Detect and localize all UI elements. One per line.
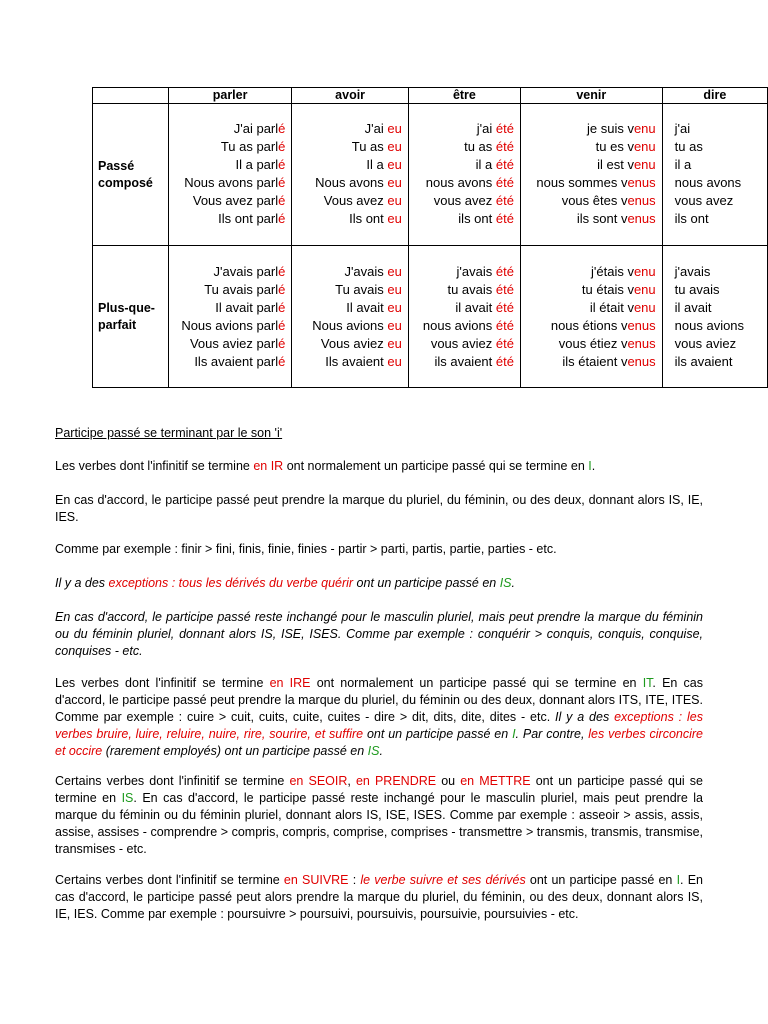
text-run: IT bbox=[642, 676, 653, 690]
conjugation-ending: été bbox=[495, 300, 514, 315]
text-run: ont un participe passé en bbox=[353, 576, 500, 590]
conjugation-stem: Tu as parl bbox=[220, 139, 279, 154]
conjugation-stem: Ils avaient parl bbox=[194, 354, 279, 369]
conjugation-ending: enus bbox=[627, 175, 656, 190]
conjugation-line bbox=[521, 263, 656, 281]
conjugation-line bbox=[292, 281, 401, 299]
conjugation-line bbox=[169, 138, 286, 156]
conjugation-ending: é bbox=[278, 354, 286, 369]
conjugation-stem: Tu avais bbox=[335, 282, 388, 297]
conjugation-cell bbox=[662, 246, 767, 388]
conjugation-line bbox=[169, 335, 286, 353]
text-run: en PRENDRE bbox=[355, 774, 437, 788]
conjugation-ending: été bbox=[495, 175, 514, 190]
conjugation-line bbox=[409, 120, 514, 138]
conjugation-stem: Ils ont bbox=[349, 211, 388, 226]
conjugation-stem: j'avais bbox=[456, 264, 496, 279]
conjugation-ending: é bbox=[278, 264, 286, 279]
conjugation-stem: il a bbox=[475, 157, 496, 172]
conjugation-line bbox=[169, 210, 286, 228]
conjugation-line bbox=[409, 353, 514, 371]
conjugation-stem: j'ai bbox=[674, 121, 691, 136]
conjugation-stem: ils étaient v bbox=[562, 354, 628, 369]
text-run: I bbox=[676, 873, 681, 887]
conjugation-line bbox=[675, 174, 761, 192]
table-header-row bbox=[93, 88, 768, 104]
conjugation-ending: eu bbox=[387, 211, 402, 226]
conjugation-cell bbox=[168, 104, 292, 246]
conjugation-line bbox=[675, 156, 761, 174]
text-run: le verbe suivre et ses dérivés bbox=[360, 873, 526, 887]
conjugation-stem: vous étiez v bbox=[558, 336, 628, 351]
conjugation-ending: été bbox=[495, 336, 514, 351]
conjugation-line bbox=[521, 353, 656, 371]
conjugation-ending: eu bbox=[387, 300, 402, 315]
conjugation-ending: été bbox=[495, 354, 514, 369]
text-run: . En cas d'accord, le participe passé peut prendre la marque du pluriel, du féminin ou des deux, donnant alors ITS, ITE, ITES. Comme par exemple : cuire > cuit, cuits, cuite, cuites - dire > dit, dits, dite, dites - etc. bbox=[55, 676, 704, 724]
conjugation-stem: j'ai bbox=[476, 121, 496, 136]
conjugation-ending: été bbox=[495, 157, 514, 172]
header-cell: avoir bbox=[292, 88, 408, 104]
paragraph bbox=[55, 575, 703, 592]
conjugation-stem: vous avez bbox=[433, 193, 496, 208]
conjugation-ending: é bbox=[278, 139, 286, 154]
conjugation-stem: il avait bbox=[455, 300, 496, 315]
conjugation-ending: eu bbox=[387, 157, 402, 172]
conjugation-line bbox=[292, 263, 401, 281]
conjugation-stem: Il a bbox=[366, 157, 388, 172]
conjugation-line bbox=[409, 174, 514, 192]
conjugation-line bbox=[292, 210, 401, 228]
text-run: IS bbox=[121, 791, 134, 805]
conjugation-line bbox=[292, 156, 401, 174]
conjugation-stem: il est v bbox=[597, 157, 634, 172]
conjugation-cell bbox=[520, 104, 662, 246]
conjugation-line bbox=[292, 299, 401, 317]
text-run: ont un participe passé en bbox=[525, 873, 677, 887]
conjugation-ending: é bbox=[278, 318, 286, 333]
conjugation-line bbox=[292, 335, 401, 353]
conjugation-ending: enus bbox=[627, 193, 656, 208]
text-run: Les verbes dont l'infinitif se termine bbox=[55, 459, 254, 473]
conjugation-line bbox=[675, 263, 761, 281]
text-run: En cas d'accord, le participe passé reste inchangé pour le masculin pluriel, mais peut prendre la marque du féminin ou du féminin pluriel, donnant alors IS, ISE, ISES. Comme par exemple : conquérir > conquis, conquis, conquise, conquises - etc. bbox=[55, 610, 703, 658]
conjugation-line bbox=[169, 192, 286, 210]
conjugation-stem: tu as bbox=[464, 139, 496, 154]
conjugation-ending: été bbox=[495, 318, 514, 333]
conjugation-stem: J'avais parl bbox=[213, 264, 279, 279]
text-run: Il y a des bbox=[555, 710, 615, 724]
conjugation-stem: nous sommes v bbox=[536, 175, 628, 190]
conjugation-line bbox=[292, 138, 401, 156]
conjugation-line bbox=[409, 317, 514, 335]
conjugation-line bbox=[292, 120, 401, 138]
conjugation-stem: je suis v bbox=[586, 121, 634, 136]
paragraph bbox=[55, 458, 703, 475]
conjugation-stem: Nous avons bbox=[315, 175, 388, 190]
conjugation-ending: enus bbox=[627, 354, 656, 369]
conjugation-line bbox=[409, 156, 514, 174]
conjugation-stem: Vous aviez bbox=[320, 336, 388, 351]
conjugation-stem: Vous aviez parl bbox=[189, 336, 279, 351]
conjugation-stem: Nous avions parl bbox=[181, 318, 279, 333]
conjugation-ending: été bbox=[495, 211, 514, 226]
text-run: en IR bbox=[253, 459, 284, 473]
conjugation-cell bbox=[292, 104, 408, 246]
conjugation-line bbox=[292, 353, 401, 371]
conjugation-ending: enu bbox=[633, 121, 656, 136]
header-cell: venir bbox=[520, 88, 662, 104]
paragraph bbox=[55, 773, 703, 858]
conjugation-ending: enu bbox=[633, 300, 656, 315]
conjugation-line bbox=[521, 299, 656, 317]
conjugation-stem: J'ai bbox=[364, 121, 388, 136]
text-run: ont normalement un participe passé qui se termine en bbox=[283, 459, 589, 473]
conjugation-stem: Nous avions bbox=[312, 318, 388, 333]
conjugation-ending: eu bbox=[387, 121, 402, 136]
conjugation-line bbox=[169, 120, 286, 138]
text-run: , bbox=[347, 774, 356, 788]
text-run: I bbox=[588, 459, 592, 473]
conjugation-line bbox=[521, 281, 656, 299]
conjugation-stem: Il a parl bbox=[235, 157, 279, 172]
conjugation-stem: nous étions v bbox=[550, 318, 628, 333]
text-run: les verbes circoncire et occire bbox=[55, 727, 703, 758]
text-run: ont un participe passé qui se termine en bbox=[55, 774, 703, 805]
conjugation-ending: eu bbox=[387, 175, 402, 190]
conjugation-stem: j'étais v bbox=[591, 264, 634, 279]
text-run: . En cas d'accord, le participe passé reste inchangé pour le masculin pluriel, mais peut prendre la marque du féminin ou du féminin pluriel, donnant alors IS, ISE, ISES. Comme par exemple : asseoir > assis, assis, assise, assises - comprendre > compris, compris, comprise, comprises - transmettre > transmis, transmis, transmise, transmises - etc. bbox=[55, 791, 703, 856]
conjugation-line bbox=[409, 210, 514, 228]
conjugation-line bbox=[169, 263, 286, 281]
conjugation-ending: é bbox=[278, 157, 286, 172]
conjugation-line bbox=[409, 335, 514, 353]
conjugation-stem: il avait bbox=[674, 300, 712, 315]
text-run: (rarement employés) ont un participe passé en bbox=[102, 744, 368, 758]
conjugation-line bbox=[169, 174, 286, 192]
conjugation-line bbox=[675, 353, 761, 371]
conjugation-ending: été bbox=[495, 264, 514, 279]
conjugation-line bbox=[675, 317, 761, 335]
conjugation-ending: enus bbox=[627, 336, 656, 351]
conjugation-stem: tu avais bbox=[674, 282, 720, 297]
text-run: Il y a des bbox=[55, 576, 109, 590]
conjugation-line bbox=[521, 192, 656, 210]
text-run: Les verbes dont l'infinitif se termine bbox=[55, 676, 270, 690]
text-run: En cas d'accord, le participe passé peut prendre la marque du pluriel, du féminin, ou des deux, donnant alors IS, IE, IES. bbox=[55, 493, 703, 524]
conjugation-stem: ils avaient bbox=[434, 354, 496, 369]
conjugation-line bbox=[521, 317, 656, 335]
paragraph bbox=[55, 492, 703, 526]
conjugation-stem: Ils ont parl bbox=[218, 211, 279, 226]
conjugation-ending: été bbox=[495, 193, 514, 208]
conjugation-line bbox=[409, 263, 514, 281]
conjugation-stem: Ils avaient bbox=[325, 354, 388, 369]
text-run: exceptions : les verbes bruire, luire, reluire, nuire, rire, sourire, et suffire bbox=[55, 710, 703, 741]
conjugation-ending: enu bbox=[633, 157, 656, 172]
conjugation-stem: j'avais bbox=[674, 264, 711, 279]
conjugation-stem: Il avait parl bbox=[215, 300, 279, 315]
conjugation-stem: vous aviez bbox=[674, 336, 737, 351]
conjugation-line bbox=[169, 299, 286, 317]
conjugation-stem: nous avions bbox=[422, 318, 496, 333]
conjugation-ending: enus bbox=[627, 211, 656, 226]
conjugation-stem: ils sont v bbox=[576, 211, 628, 226]
conjugation-line bbox=[675, 192, 761, 210]
conjugation-ending: eu bbox=[387, 139, 402, 154]
text-run: Certains verbes dont l'infinitif se termine bbox=[55, 873, 284, 887]
conjugation-ending: eu bbox=[387, 193, 402, 208]
conjugation-line bbox=[169, 156, 286, 174]
conjugation-ending: été bbox=[495, 121, 514, 136]
conjugation-line bbox=[409, 281, 514, 299]
text-run: Comme par exemple : finir > fini, finis, finie, finies - partir > parti, partis, partie, parties - etc. bbox=[55, 542, 557, 556]
conjugation-stem: il était v bbox=[589, 300, 634, 315]
conjugation-line bbox=[675, 138, 761, 156]
conjugation-line bbox=[521, 335, 656, 353]
header-cell: parler bbox=[168, 88, 292, 104]
conjugation-cell bbox=[520, 246, 662, 388]
text-run: : bbox=[348, 873, 361, 887]
conjugation-line bbox=[292, 174, 401, 192]
conjugation-cell bbox=[292, 246, 408, 388]
conjugation-ending: eu bbox=[387, 264, 402, 279]
conjugation-line bbox=[675, 281, 761, 299]
conjugation-ending: été bbox=[495, 282, 514, 297]
header-cell: dire bbox=[662, 88, 767, 104]
conjugation-line bbox=[675, 335, 761, 353]
text-run: IS bbox=[499, 576, 512, 590]
conjugation-stem: vous aviez bbox=[430, 336, 496, 351]
conjugation-stem: ils ont bbox=[674, 211, 709, 226]
text-run: en SEOIR bbox=[289, 774, 348, 788]
text-run: ou bbox=[436, 774, 461, 788]
conjugation-line bbox=[675, 210, 761, 228]
conjugation-line bbox=[409, 299, 514, 317]
text-run: en IRE bbox=[269, 676, 311, 690]
paragraph bbox=[55, 872, 703, 923]
conjugation-ending: é bbox=[278, 121, 286, 136]
conjugation-stem: tu as bbox=[674, 139, 703, 154]
conjugation-ending: eu bbox=[387, 354, 402, 369]
text-run: IS bbox=[367, 744, 380, 758]
conjugation-ending: é bbox=[278, 211, 286, 226]
conjugation-line bbox=[292, 192, 401, 210]
table-row bbox=[93, 246, 768, 388]
text-run: en SUIVRE bbox=[283, 873, 349, 887]
conjugation-stem: Tu avais parl bbox=[204, 282, 279, 297]
conjugation-stem: nous avons bbox=[674, 175, 742, 190]
conjugation-ending: é bbox=[278, 282, 286, 297]
conjugation-line bbox=[521, 174, 656, 192]
text-run: . bbox=[511, 576, 515, 590]
table-row bbox=[93, 104, 768, 246]
conjugation-stem: nous avons bbox=[425, 175, 496, 190]
conjugation-stem: J'ai parl bbox=[233, 121, 279, 136]
conjugation-line bbox=[521, 138, 656, 156]
conjugation-line bbox=[675, 120, 761, 138]
row-label: Plus-que-parfait bbox=[93, 246, 169, 388]
conjugation-ending: eu bbox=[387, 336, 402, 351]
text-run: exceptions : tous les dérivés du verbe quérir bbox=[108, 576, 354, 590]
conjugation-table bbox=[92, 87, 768, 388]
conjugation-ending: enu bbox=[633, 264, 656, 279]
conjugation-stem: nous avions bbox=[674, 318, 745, 333]
conjugation-stem: tu es v bbox=[595, 139, 634, 154]
paragraph bbox=[55, 675, 703, 760]
conjugation-stem: vous avez bbox=[674, 193, 734, 208]
conjugation-ending: eu bbox=[387, 282, 402, 297]
conjugation-line bbox=[675, 299, 761, 317]
conjugation-stem: ils avaient bbox=[674, 354, 733, 369]
text-run: . bbox=[379, 744, 383, 758]
conjugation-stem: tu avais bbox=[447, 282, 496, 297]
conjugation-line bbox=[169, 281, 286, 299]
text-run: ont normalement un participe passé qui se termine en bbox=[310, 676, 643, 690]
conjugation-line bbox=[521, 120, 656, 138]
conjugation-line bbox=[521, 156, 656, 174]
text-run: I bbox=[512, 727, 516, 741]
conjugation-ending: enu bbox=[633, 282, 656, 297]
row-label: Passé composé bbox=[93, 104, 169, 246]
section-heading: Participe passé se terminant par le son 'i' bbox=[55, 426, 283, 440]
conjugation-stem: ils ont bbox=[458, 211, 496, 226]
conjugation-stem: vous êtes v bbox=[561, 193, 628, 208]
text-run: . bbox=[591, 459, 596, 473]
header-cell: être bbox=[408, 88, 520, 104]
text-run: en METTRE bbox=[460, 774, 531, 788]
conjugation-stem: il a bbox=[674, 157, 692, 172]
conjugation-ending: enus bbox=[627, 318, 656, 333]
conjugation-stem: Vous avez bbox=[323, 193, 388, 208]
conjugation-ending: é bbox=[278, 300, 286, 315]
conjugation-cell bbox=[662, 104, 767, 246]
conjugation-stem: Tu as bbox=[351, 139, 388, 154]
conjugation-line bbox=[409, 138, 514, 156]
text-run: . Par contre, bbox=[515, 727, 589, 741]
conjugation-cell bbox=[168, 246, 292, 388]
conjugation-line bbox=[521, 210, 656, 228]
conjugation-line bbox=[292, 317, 401, 335]
conjugation-stem: Vous avez parl bbox=[192, 193, 279, 208]
header-cell bbox=[93, 88, 169, 104]
conjugation-stem: Il avait bbox=[346, 300, 388, 315]
conjugation-ending: é bbox=[278, 175, 286, 190]
text-run: Certains verbes dont l'infinitif se termine bbox=[55, 774, 290, 788]
text-run: . En cas d'accord, le participe passé peut alors prendre la marque du pluriel, du féminin, ou des deux, donnant alors IS, IE, IES. Comme par exemple : poursuivre > poursuivi, poursuivis, poursuivie, poursuivies - etc. bbox=[55, 873, 703, 921]
conjugation-stem: tu étais v bbox=[581, 282, 634, 297]
conjugation-line bbox=[169, 353, 286, 371]
conjugation-cell bbox=[408, 104, 520, 246]
conjugation-ending: enu bbox=[633, 139, 656, 154]
paragraph bbox=[55, 541, 703, 558]
conjugation-cell bbox=[408, 246, 520, 388]
conjugation-stem: J'avais bbox=[344, 264, 388, 279]
conjugation-line bbox=[409, 192, 514, 210]
conjugation-ending: é bbox=[278, 193, 286, 208]
paragraph bbox=[55, 609, 703, 660]
conjugation-ending: eu bbox=[387, 318, 402, 333]
text-run: ont un participe passé en bbox=[363, 727, 513, 741]
conjugation-line bbox=[169, 317, 286, 335]
conjugation-ending: é bbox=[278, 336, 286, 351]
conjugation-stem: Nous avons parl bbox=[184, 175, 279, 190]
conjugation-ending: été bbox=[495, 139, 514, 154]
